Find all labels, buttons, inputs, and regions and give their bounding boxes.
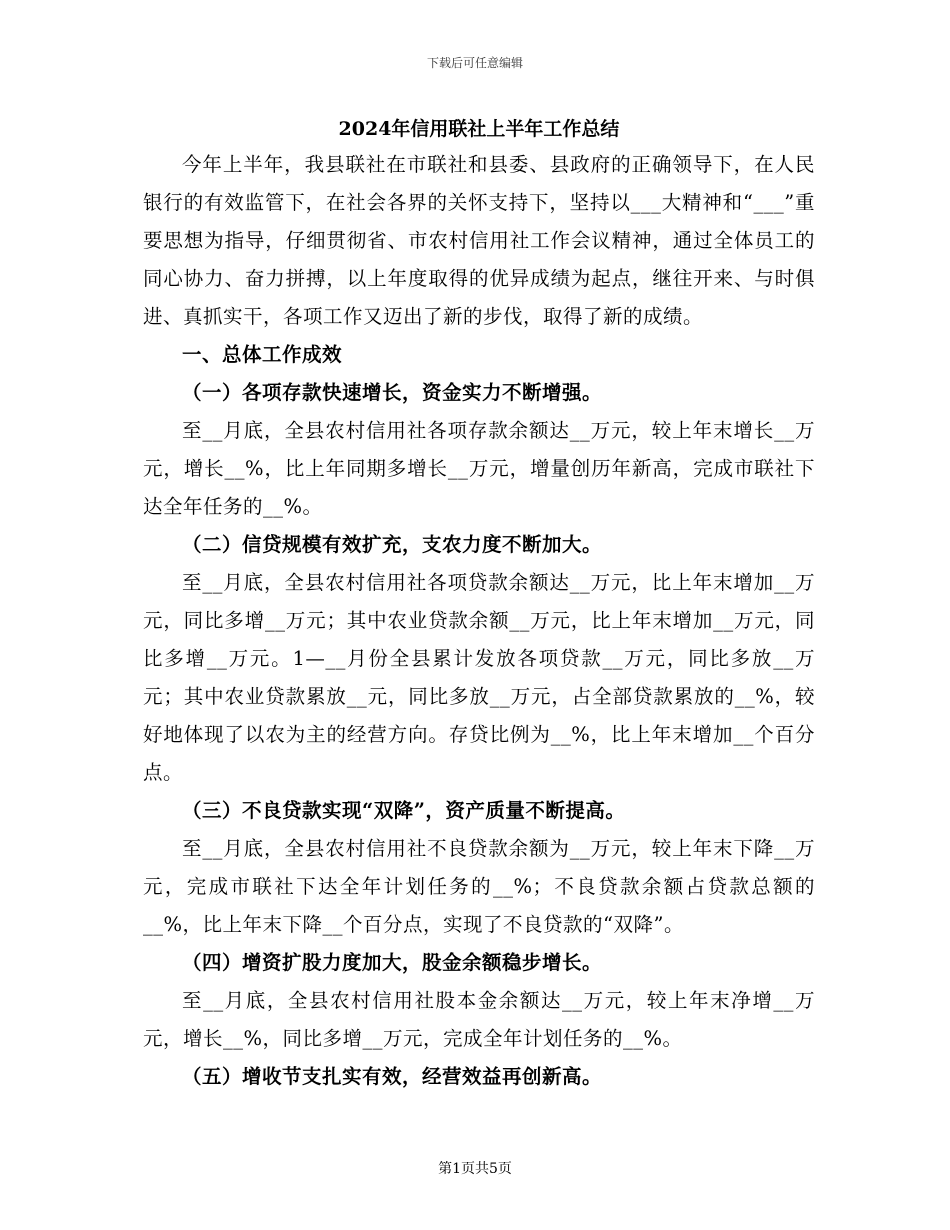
paragraph-loans: 至__月底，全县农村信用社各项贷款余额达__万元，比上年末增加__万元，同比多增__万元；其中农业贷款余额__万元，比上年末增加__万元，同比多增__万元。1—__月份全县累计发放各项贷款__万元，同比多放__万元；其中农业贷款累放__元，同比多放__万元，占全部贷款累放的__%，较好地体现了以农为主的经营方向。存贷比例为__%，比上年末增加__个百分点。 [143,571,815,784]
header-note: 下载后可任意编辑 [426,56,523,70]
subsection-heading-2: （二）信贷规模有效扩充，支农力度不断加大。 [182,533,603,556]
document-title: 2024年信用联社上半年工作总结 [338,118,620,140]
paragraph-deposits: 至__月底，全县农村信用社各项存款余额达__万元，较上年末增长__万元，增长__%，比上年同期多增长__万元，增量创历年新高，完成市联社下达全年任务的__%。 [143,419,815,518]
page-footer: 第1页共5页 [438,1161,512,1177]
section-heading: 一、总体工作成效 [182,343,343,366]
intro-paragraph: 今年上半年，我县联社在市联社和县委、县政府的正确领导下，在人民银行的有效监管下，在社会各界的关怀支持下，坚持以___大精神和“___”重要思想为指导，仔细贯彻省、市农村信用社工作会议精神，通过全体员工的同心协力、奋力拼搏，以上年度取得的优异成绩为起点，继往开来、与时俱进、真抓实干，各项工作又迈出了新的步伐，取得了新的成绩。 [143,153,815,328]
subsection-heading-5: （五）增收节支扎实有效，经营效益再创新高。 [182,1065,603,1088]
subsection-heading-3: （三）不良贷款实现“双降”，资产质量不断提高。 [182,799,626,822]
paragraph-bad-loans: 至__月底，全县农村信用社不良贷款余额为__万元，较上年末下降__万元，完成市联社下达全年计划任务的__%；不良贷款余额占贷款总额的__%，比上年末下降__个百分点，实现了不良贷款的“双降”。 [143,837,815,936]
subsection-heading-1: （一）各项存款快速增长，资金实力不断增强。 [182,381,603,404]
subsection-heading-4: （四）增资扩股力度加大，股金余额稳步增长。 [182,951,603,974]
document-body [143,112,815,1096]
paragraph-shares: 至__月底，全县农村信用社股本金余额达__万元，较上年末净增__万元，增长__%，同比多增__万元，完成全年计划任务的__%。 [143,989,815,1050]
